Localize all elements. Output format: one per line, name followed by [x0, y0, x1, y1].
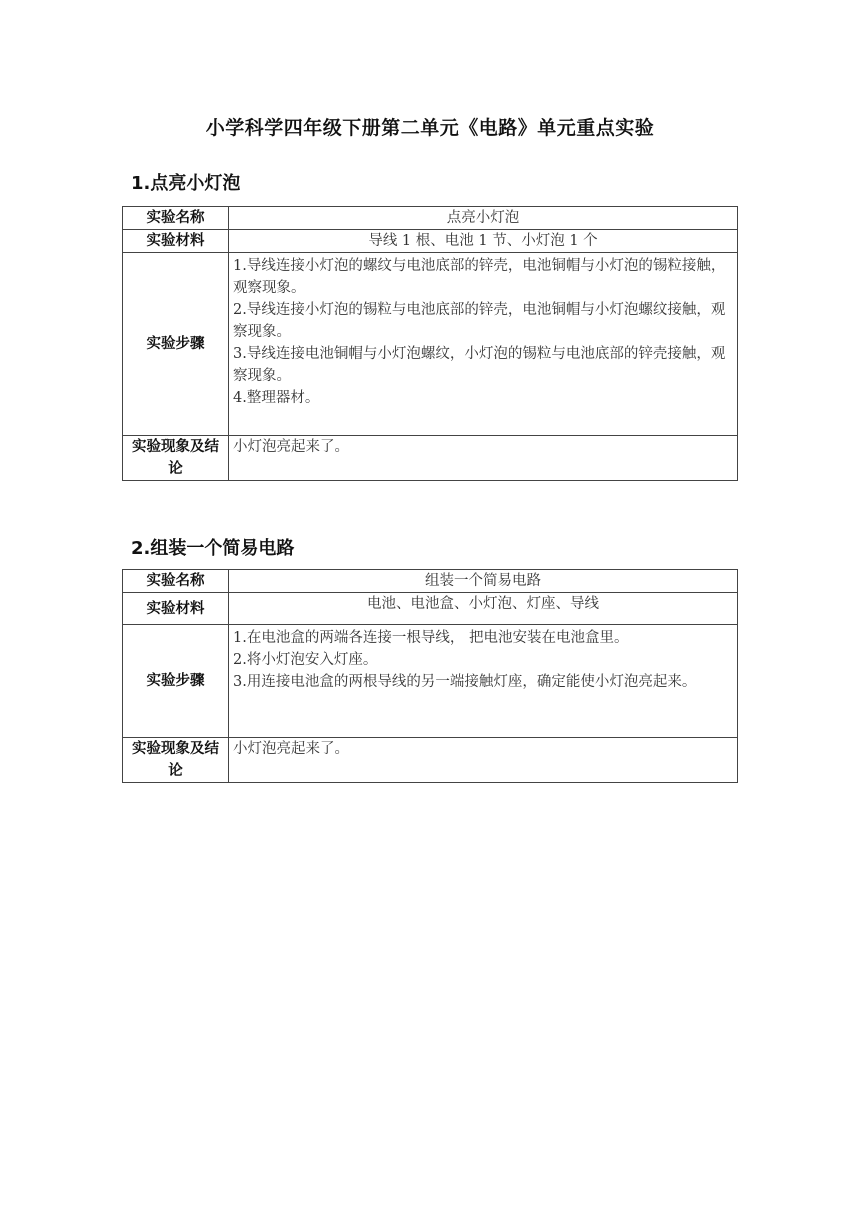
label-experiment-materials: 实验材料	[123, 593, 229, 625]
experiment-materials-value: 电池、电池盒、小灯泡、灯座、导线	[229, 593, 738, 625]
page-title: 小学科学四年级下册第二单元《电路》单元重点实验	[205, 117, 655, 139]
experiment-table-1	[122, 206, 738, 481]
step-item: 4.整理器材。	[233, 390, 320, 406]
table-row-conclusion	[123, 738, 738, 783]
label-experiment-materials: 实验材料	[123, 230, 229, 253]
label-experiment-name: 实验名称	[123, 207, 229, 230]
step-item: 1.在电池盒的两端各连接一根导线， 把电池安装在电池盒里。	[233, 630, 629, 646]
step-item: 3.用连接电池盒的两根导线的另一端接触灯座，确定能使小灯泡亮起来。	[233, 674, 697, 690]
section-heading-1: 1.点亮小灯泡	[131, 173, 241, 194]
table-row-conclusion	[123, 436, 738, 481]
label-experiment-conclusion: 实验现象及结论	[123, 436, 229, 481]
step-item: 3.导线连接电池铜帽与小灯泡螺纹，小灯泡的锡粒与电池底部的锌壳接触，观察现象。	[233, 346, 726, 384]
table-row-steps	[123, 625, 738, 738]
table-row-name	[123, 207, 738, 230]
table-row-name	[123, 570, 738, 593]
experiment-steps-value	[229, 625, 738, 738]
experiment-name-value: 点亮小灯泡	[229, 207, 738, 230]
label-experiment-conclusion: 实验现象及结论	[123, 738, 229, 783]
experiment-conclusion-value: 小灯泡亮起来了。	[229, 436, 738, 481]
step-item: 2.将小灯泡安入灯座。	[233, 652, 378, 668]
experiment-name-value: 组装一个简易电路	[229, 570, 738, 593]
label-experiment-steps: 实验步骤	[123, 253, 229, 436]
experiment-materials-value: 导线 1 根、电池 1 节、小灯泡 1 个	[229, 230, 738, 253]
section-heading-2: 2.组装一个简易电路	[131, 538, 295, 559]
experiment-table-2	[122, 569, 738, 783]
label-experiment-steps: 实验步骤	[123, 625, 229, 738]
experiment-steps-value	[229, 253, 738, 436]
step-item: 1.导线连接小灯泡的螺纹与电池底部的锌壳，电池铜帽与小灯泡的锡粒接触，观察现象。	[233, 258, 726, 296]
step-item: 2.导线连接小灯泡的锡粒与电池底部的锌壳，电池铜帽与小灯泡螺纹接触，观察现象。	[233, 302, 726, 340]
experiment-conclusion-value: 小灯泡亮起来了。	[229, 738, 738, 783]
table-row-steps	[123, 253, 738, 436]
table-row-materials	[123, 230, 738, 253]
table-row-materials	[123, 593, 738, 625]
label-experiment-name: 实验名称	[123, 570, 229, 593]
